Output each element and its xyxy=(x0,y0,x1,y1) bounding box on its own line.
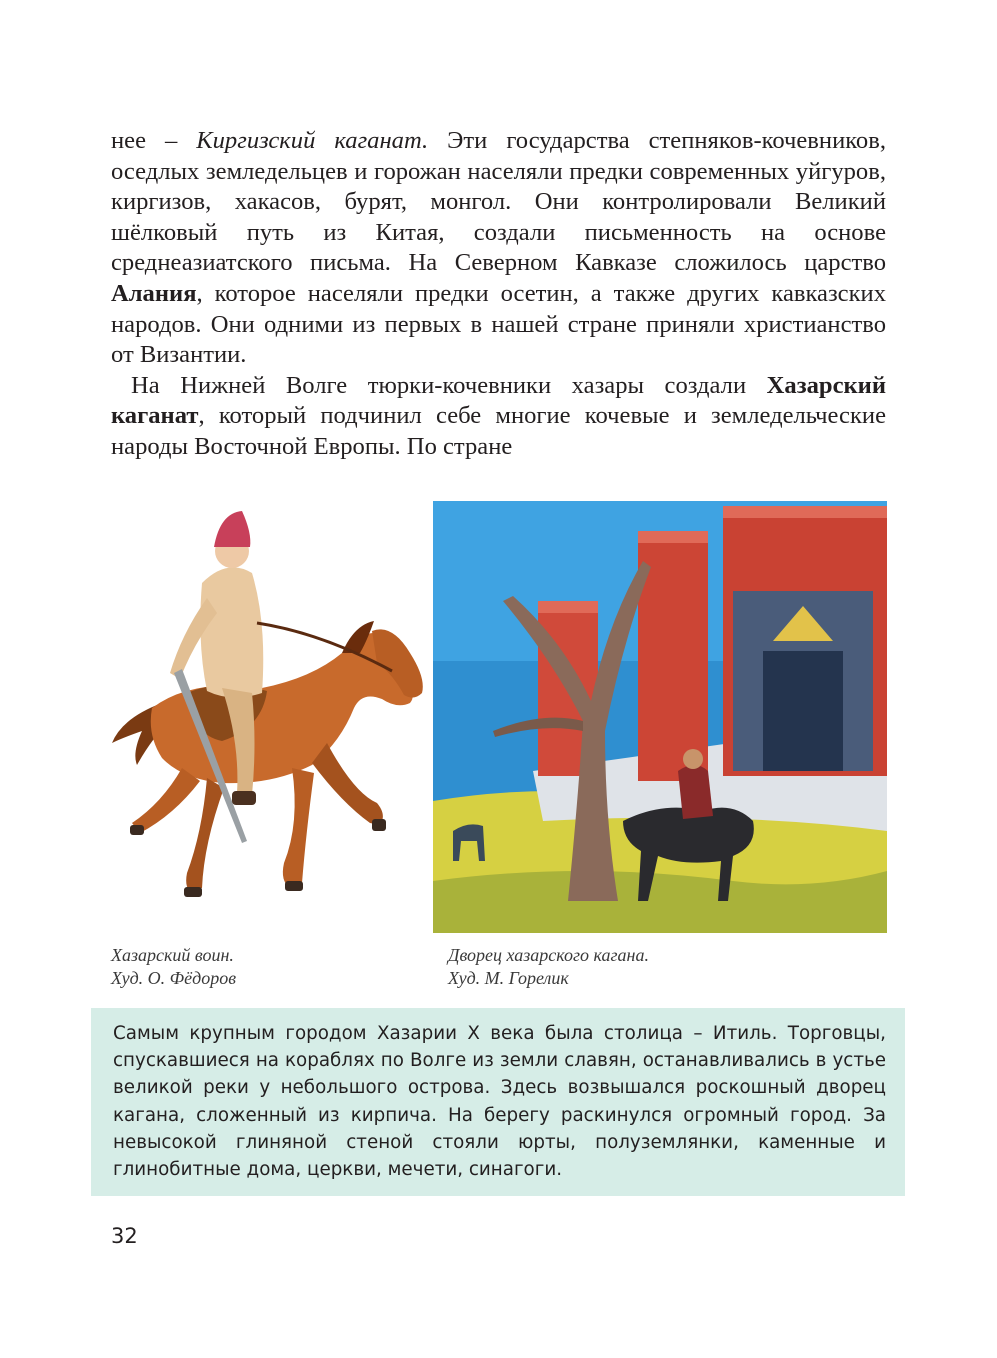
horseman-icon xyxy=(92,503,432,953)
page-number: 32 xyxy=(111,1224,138,1248)
palace-painting xyxy=(433,501,887,933)
term-kirgiz-kaganate: Киргизский каганат. xyxy=(196,127,429,154)
info-box-text: Самым крупным городом Хазарии X века была столица – Итиль. Торговцы, спускавшиеся на кораблях по Волге из земли славян, останавливались в устье великой реки у небольшого острова. Здесь возвышался роскошный дворец кагана, сложенный из кирпича. На берегу раскинулся огромный город. За невысокой глиняной стеной стояли юрты, полуземлянки, каменные и глинобитные дома, церкви, мечети, синагоги. xyxy=(113,1023,886,1181)
term-alania: Алания xyxy=(111,279,197,307)
paragraph-1: нее – Киргизский каганат. Эти государства степняков-кочевников, оседлых земледельцев и горожан населяли предки современных уйгуров, киргизов, хакасов, бурят, монгол. Они контролировали Великий шёлковый путь из Китая, создали письменность на основе среднеазиатского письма. На Северном Кавказе сложилось царство Алания, которое населяли предки осетин, а также других кавказских народов. Они одними из первых в нашей стране приняли христианство от Византии. xyxy=(111,127,886,369)
palace-painting-icon xyxy=(433,501,887,933)
right-caption: Дворец хазарского кагана. Худ. М. Горелик xyxy=(448,945,649,988)
main-text xyxy=(111,126,886,463)
left-caption: Хазарский воин. Худ. О. Фёдоров xyxy=(111,945,237,988)
term-khazar-kaganate: Хазарский каганат xyxy=(111,371,886,430)
info-box xyxy=(91,1008,905,1196)
paragraph-2: На Нижней Волге тюрки-кочевники хазары создали Хазарский каганат, который подчинил себе многие кочевые и земледельческие народы Восточной Европы. По стране xyxy=(111,371,886,460)
khazar-warrior-illustration xyxy=(92,503,432,953)
